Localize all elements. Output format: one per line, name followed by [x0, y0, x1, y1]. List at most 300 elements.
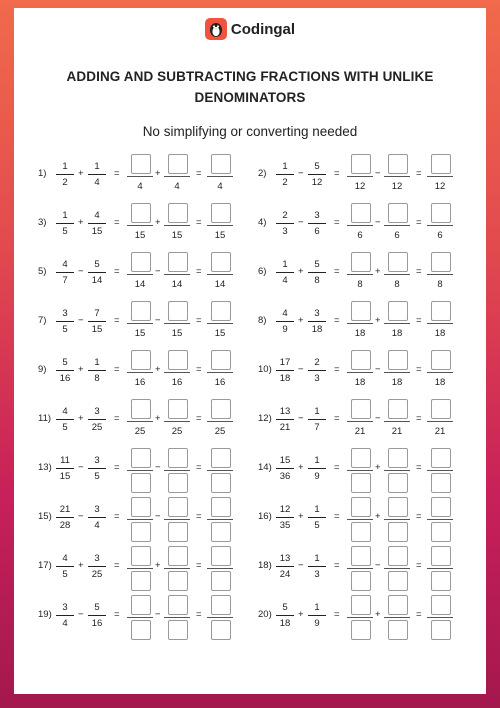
second-fraction-denominator: 8 — [94, 373, 100, 384]
answer-numerator-box[interactable] — [211, 595, 231, 615]
first-fraction-numerator: 2 — [282, 210, 288, 221]
operator: + — [298, 462, 304, 473]
converted-first-numerator-box[interactable] — [351, 399, 371, 419]
answer-numerator-box[interactable] — [211, 301, 231, 321]
answer-numerator-box[interactable] — [211, 448, 231, 468]
first-fraction-denominator: 9 — [282, 324, 288, 335]
first-fraction-bar — [56, 566, 74, 567]
problem-number: 20) — [258, 609, 272, 620]
converted-second-denominator: 21 — [391, 426, 403, 437]
second-fraction-numerator: 1 — [314, 553, 320, 564]
answer-bar — [427, 421, 453, 422]
first-fraction-bar — [56, 321, 74, 322]
converted-first-numerator-box[interactable] — [131, 497, 151, 517]
first-fraction-numerator: 4 — [282, 308, 288, 319]
problem-item — [258, 448, 478, 488]
answer-numerator-box[interactable] — [431, 252, 451, 272]
converted-second-bar — [384, 274, 410, 275]
first-fraction-denominator: 2 — [62, 177, 68, 188]
converted-second-denominator-box[interactable] — [388, 473, 408, 493]
answer-numerator-box[interactable] — [431, 301, 451, 321]
first-fraction-numerator: 15 — [279, 455, 291, 466]
operator: + — [375, 609, 381, 620]
first-fraction-numerator: 21 — [59, 504, 71, 515]
second-fraction-bar — [308, 272, 326, 273]
converted-second-denominator: 18 — [391, 377, 403, 388]
operator: − — [375, 560, 381, 571]
converted-second-bar — [164, 323, 190, 324]
converted-first-denominator: 21 — [354, 426, 366, 437]
second-fraction-numerator: 3 — [94, 455, 100, 466]
first-fraction — [276, 357, 294, 384]
second-fraction — [88, 455, 106, 482]
converted-first-numerator-box[interactable] — [351, 497, 371, 517]
answer-numerator-box[interactable] — [211, 497, 231, 517]
problem-number: 15) — [38, 511, 52, 522]
converted-second-bar — [164, 421, 190, 422]
converted-second-numerator-box[interactable] — [168, 301, 188, 321]
operator: + — [78, 168, 84, 179]
first-fraction-numerator: 1 — [62, 210, 68, 221]
converted-first-denominator-box[interactable] — [131, 473, 151, 493]
equals-sign: = — [196, 168, 202, 179]
first-fraction-numerator: 3 — [62, 602, 68, 613]
converted-first-denominator: 18 — [354, 328, 366, 339]
equals-sign: = — [334, 609, 340, 620]
second-fraction-denominator: 9 — [314, 471, 320, 482]
converted-first-numerator-box[interactable] — [351, 154, 371, 174]
answer-denominator: 12 — [434, 181, 446, 192]
first-fraction-bar — [276, 517, 294, 518]
second-fraction-numerator: 1 — [314, 602, 320, 613]
converted-first-numerator-box[interactable] — [131, 154, 151, 174]
equals-sign: = — [416, 266, 422, 277]
answer-numerator-box[interactable] — [211, 252, 231, 272]
converted-second-numerator-box[interactable] — [168, 203, 188, 223]
first-fraction-numerator: 12 — [279, 504, 291, 515]
equals-sign: = — [334, 315, 340, 326]
first-fraction — [276, 161, 294, 188]
converted-first-numerator-box[interactable] — [131, 448, 151, 468]
first-fraction — [56, 308, 74, 335]
answer-denominator: 18 — [434, 377, 446, 388]
second-fraction-bar — [88, 468, 106, 469]
operator: − — [155, 266, 161, 277]
converted-first-bar — [127, 519, 153, 520]
second-fraction-numerator: 3 — [94, 504, 100, 515]
first-fraction-numerator: 5 — [62, 357, 68, 368]
first-fraction-denominator: 7 — [62, 275, 68, 286]
equals-sign: = — [196, 364, 202, 375]
converted-first-denominator-box[interactable] — [131, 571, 151, 591]
converted-first-denominator: 18 — [354, 377, 366, 388]
equals-sign: = — [196, 462, 202, 473]
converted-first-bar — [347, 568, 373, 569]
equals-sign: = — [334, 413, 340, 424]
equals-sign: = — [196, 609, 202, 620]
converted-second-numerator-box[interactable] — [168, 154, 188, 174]
second-fraction-denominator: 4 — [94, 520, 100, 531]
converted-first-bar — [127, 568, 153, 569]
first-fraction-numerator: 11 — [60, 455, 70, 466]
answer-bar — [207, 225, 233, 226]
answer-bar — [207, 176, 233, 177]
converted-second-bar — [384, 470, 410, 471]
converted-second-numerator-box[interactable] — [388, 399, 408, 419]
converted-second-denominator-box[interactable] — [168, 571, 188, 591]
second-fraction-denominator: 5 — [94, 471, 100, 482]
first-fraction — [276, 259, 294, 286]
operator: − — [298, 168, 304, 179]
second-fraction — [88, 308, 106, 335]
converted-second-bar — [164, 274, 190, 275]
second-fraction-numerator: 2 — [314, 357, 320, 368]
first-fraction-numerator: 5 — [282, 602, 288, 613]
converted-first-denominator: 25 — [134, 426, 146, 437]
converted-first-numerator-box[interactable] — [131, 546, 151, 566]
second-fraction-bar — [88, 321, 106, 322]
converted-second-numerator-box[interactable] — [388, 497, 408, 517]
second-fraction-denominator: 7 — [314, 422, 320, 433]
first-fraction — [276, 602, 294, 629]
problem-number: 13) — [38, 462, 52, 473]
answer-denominator: 15 — [214, 230, 226, 241]
second-fraction-bar — [88, 223, 106, 224]
first-fraction-denominator: 5 — [62, 422, 68, 433]
second-fraction — [308, 259, 326, 286]
equals-sign: = — [416, 560, 422, 571]
operator: + — [78, 560, 84, 571]
equals-sign: = — [334, 217, 340, 228]
converted-first-denominator-box[interactable] — [131, 522, 151, 542]
first-fraction-denominator: 4 — [282, 275, 288, 286]
answer-denominator-box[interactable] — [431, 571, 451, 591]
second-fraction-bar — [308, 370, 326, 371]
footer-watermark — [443, 676, 478, 692]
first-fraction-bar — [56, 419, 74, 420]
converted-second-bar — [164, 617, 190, 618]
converted-first-denominator: 15 — [134, 328, 146, 339]
operator: − — [155, 462, 161, 473]
converted-first-denominator: 12 — [354, 181, 366, 192]
answer-bar — [207, 421, 233, 422]
second-fraction — [88, 504, 106, 531]
answer-numerator-box[interactable] — [431, 595, 451, 615]
equals-sign: = — [334, 266, 340, 277]
converted-second-numerator-box[interactable] — [388, 252, 408, 272]
answer-bar — [427, 372, 453, 373]
answer-denominator: 6 — [437, 230, 443, 241]
converted-second-numerator-box[interactable] — [388, 448, 408, 468]
problem-number: 6) — [258, 266, 267, 277]
first-fraction-numerator: 13 — [279, 553, 291, 564]
converted-first-denominator-box[interactable] — [351, 522, 371, 542]
equals-sign: = — [334, 364, 340, 375]
operator: − — [155, 315, 161, 326]
converted-second-denominator-box[interactable] — [388, 522, 408, 542]
operator: + — [298, 266, 304, 277]
operator: − — [298, 413, 304, 424]
operator: + — [78, 413, 84, 424]
answer-denominator-box[interactable] — [431, 473, 451, 493]
equals-sign: = — [114, 609, 120, 620]
operator: − — [78, 609, 84, 620]
converted-first-numerator-box[interactable] — [131, 203, 151, 223]
converted-first-numerator-box[interactable] — [131, 350, 151, 370]
second-fraction-bar — [308, 174, 326, 175]
operator: − — [375, 364, 381, 375]
operator: − — [375, 168, 381, 179]
problem-number: 2) — [258, 168, 267, 179]
converted-second-numerator-box[interactable] — [388, 546, 408, 566]
answer-denominator-box[interactable] — [211, 571, 231, 591]
penguin-icon — [205, 18, 227, 40]
converted-second-numerator-box[interactable] — [168, 546, 188, 566]
first-fraction-denominator: 5 — [62, 569, 68, 580]
problem-item — [38, 350, 258, 390]
equals-sign: = — [196, 315, 202, 326]
answer-numerator-box[interactable] — [211, 203, 231, 223]
first-fraction-denominator: 35 — [279, 520, 291, 531]
answer-bar — [427, 470, 453, 471]
second-fraction-denominator: 16 — [91, 618, 103, 629]
first-fraction-denominator: 21 — [279, 422, 291, 433]
answer-numerator-box[interactable] — [431, 350, 451, 370]
answer-bar — [207, 323, 233, 324]
converted-second-numerator-box[interactable] — [388, 350, 408, 370]
converted-first-bar — [127, 372, 153, 373]
second-fraction — [88, 210, 106, 237]
second-fraction — [88, 553, 106, 580]
problem-item — [38, 203, 258, 243]
first-fraction-bar — [276, 272, 294, 273]
converted-second-denominator: 14 — [171, 279, 183, 290]
converted-first-numerator-box[interactable] — [131, 595, 151, 615]
converted-second-denominator: 16 — [171, 377, 183, 388]
converted-second-numerator-box[interactable] — [168, 448, 188, 468]
converted-first-numerator-box[interactable] — [351, 203, 371, 223]
second-fraction-numerator: 4 — [94, 210, 100, 221]
converted-second-denominator-box[interactable] — [388, 620, 408, 640]
converted-second-numerator-box[interactable] — [168, 595, 188, 615]
converted-first-denominator: 14 — [134, 279, 146, 290]
answer-denominator: 21 — [434, 426, 446, 437]
second-fraction-denominator: 15 — [91, 226, 103, 237]
problem-item — [258, 546, 478, 586]
converted-first-numerator-box[interactable] — [131, 301, 151, 321]
equals-sign: = — [114, 413, 120, 424]
answer-numerator-box[interactable] — [431, 546, 451, 566]
equals-sign: = — [114, 315, 120, 326]
second-fraction — [308, 210, 326, 237]
problem-item — [38, 301, 258, 341]
first-fraction-bar — [276, 370, 294, 371]
operator: − — [298, 560, 304, 571]
second-fraction-numerator: 5 — [314, 259, 320, 270]
answer-numerator-box[interactable] — [431, 203, 451, 223]
answer-denominator: 18 — [434, 328, 446, 339]
answer-denominator-box[interactable] — [431, 522, 451, 542]
problem-item — [258, 595, 478, 635]
answer-numerator-box[interactable] — [211, 399, 231, 419]
problem-item — [258, 203, 478, 243]
second-fraction — [308, 308, 326, 335]
second-fraction-bar — [308, 615, 326, 616]
converted-second-numerator-box[interactable] — [168, 497, 188, 517]
operator: + — [375, 266, 381, 277]
converted-second-numerator-box[interactable] — [388, 301, 408, 321]
first-fraction-numerator: 17 — [279, 357, 291, 368]
first-fraction-bar — [56, 517, 74, 518]
second-fraction-numerator: 1 — [314, 455, 320, 466]
converted-second-numerator-box[interactable] — [168, 350, 188, 370]
footer-line-1: TOP — [463, 676, 478, 683]
second-fraction-bar — [88, 272, 106, 273]
converted-second-numerator-box[interactable] — [168, 399, 188, 419]
converted-second-denominator-box[interactable] — [168, 620, 188, 640]
answer-denominator-box[interactable] — [211, 620, 231, 640]
first-fraction — [276, 504, 294, 531]
answer-denominator-box[interactable] — [211, 473, 231, 493]
second-fraction-bar — [88, 370, 106, 371]
second-fraction-denominator: 4 — [94, 177, 100, 188]
second-fraction-denominator: 25 — [91, 569, 103, 580]
operator: + — [298, 511, 304, 522]
converted-first-bar — [347, 225, 373, 226]
first-fraction-numerator: 4 — [62, 553, 68, 564]
converted-first-denominator-box[interactable] — [351, 473, 371, 493]
converted-first-numerator-box[interactable] — [351, 350, 371, 370]
converted-first-numerator-box[interactable] — [351, 546, 371, 566]
answer-denominator-box[interactable] — [431, 620, 451, 640]
operator: + — [298, 609, 304, 620]
answer-numerator-box[interactable] — [211, 546, 231, 566]
operator: + — [155, 168, 161, 179]
second-fraction-numerator: 1 — [314, 504, 320, 515]
operator: − — [298, 217, 304, 228]
second-fraction — [308, 553, 326, 580]
problem-number: 19) — [38, 609, 52, 620]
equals-sign: = — [416, 609, 422, 620]
second-fraction — [88, 406, 106, 433]
converted-first-denominator-box[interactable] — [351, 571, 371, 591]
converted-first-bar — [127, 617, 153, 618]
first-fraction — [56, 259, 74, 286]
answer-denominator-box[interactable] — [211, 522, 231, 542]
answer-bar — [427, 323, 453, 324]
first-fraction-bar — [276, 468, 294, 469]
operator: − — [298, 364, 304, 375]
second-fraction-denominator: 15 — [91, 324, 103, 335]
answer-denominator: 14 — [214, 279, 226, 290]
first-fraction-bar — [276, 419, 294, 420]
second-fraction-numerator: 1 — [94, 161, 100, 172]
equals-sign: = — [334, 511, 340, 522]
converted-first-denominator: 6 — [357, 230, 363, 241]
converted-second-numerator-box[interactable] — [388, 595, 408, 615]
answer-numerator-box[interactable] — [431, 399, 451, 419]
first-fraction-bar — [276, 615, 294, 616]
second-fraction-denominator: 12 — [311, 177, 323, 188]
converted-first-numerator-box[interactable] — [351, 252, 371, 272]
second-fraction-bar — [88, 615, 106, 616]
equals-sign: = — [114, 266, 120, 277]
converted-first-denominator: 15 — [134, 230, 146, 241]
brand-name: Codingal — [230, 20, 296, 38]
converted-second-bar — [164, 470, 190, 471]
converted-first-numerator-box[interactable] — [351, 595, 371, 615]
converted-second-numerator-box[interactable] — [388, 203, 408, 223]
answer-bar — [207, 372, 233, 373]
second-fraction-bar — [308, 517, 326, 518]
converted-first-numerator-box[interactable] — [131, 399, 151, 419]
answer-numerator-box[interactable] — [211, 154, 231, 174]
equals-sign: = — [196, 413, 202, 424]
converted-second-denominator-box[interactable] — [168, 473, 188, 493]
converted-first-denominator-box[interactable] — [131, 620, 151, 640]
converted-first-denominator-box[interactable] — [351, 620, 371, 640]
converted-first-bar — [127, 225, 153, 226]
converted-second-bar — [384, 421, 410, 422]
converted-second-denominator: 8 — [394, 279, 400, 290]
answer-numerator-box[interactable] — [431, 448, 451, 468]
second-fraction-bar — [308, 468, 326, 469]
equals-sign: = — [196, 560, 202, 571]
first-fraction-denominator: 16 — [59, 373, 71, 384]
converted-second-denominator: 4 — [174, 181, 180, 192]
converted-second-numerator-box[interactable] — [388, 154, 408, 174]
converted-first-numerator-box[interactable] — [131, 252, 151, 272]
converted-second-bar — [384, 323, 410, 324]
converted-second-denominator-box[interactable] — [168, 522, 188, 542]
answer-denominator: 4 — [217, 181, 223, 192]
converted-first-bar — [127, 421, 153, 422]
answer-numerator-box[interactable] — [211, 350, 231, 370]
converted-second-bar — [164, 372, 190, 373]
answer-bar — [427, 519, 453, 520]
converted-second-denominator: 18 — [391, 328, 403, 339]
answer-denominator: 25 — [214, 426, 226, 437]
second-fraction-bar — [88, 174, 106, 175]
first-fraction-denominator: 5 — [62, 226, 68, 237]
answer-numerator-box[interactable] — [431, 154, 451, 174]
problem-number: 5) — [38, 266, 47, 277]
problem-item — [258, 252, 478, 292]
answer-denominator: 8 — [437, 279, 443, 290]
equals-sign: = — [196, 511, 202, 522]
converted-second-numerator-box[interactable] — [168, 252, 188, 272]
converted-second-denominator-box[interactable] — [388, 571, 408, 591]
first-fraction-bar — [56, 468, 74, 469]
problem-number: 8) — [258, 315, 267, 326]
second-fraction-bar — [88, 419, 106, 420]
brand-logo — [14, 18, 486, 42]
equals-sign: = — [416, 413, 422, 424]
first-fraction-denominator: 24 — [279, 569, 291, 580]
problem-number: 3) — [38, 217, 47, 228]
converted-second-bar — [384, 372, 410, 373]
converted-second-denominator: 15 — [171, 328, 183, 339]
problem-number: 1) — [38, 168, 47, 179]
first-fraction — [276, 308, 294, 335]
converted-first-numerator-box[interactable] — [351, 448, 371, 468]
second-fraction — [88, 259, 106, 286]
converted-first-denominator: 4 — [137, 181, 143, 192]
converted-second-denominator: 25 — [171, 426, 183, 437]
first-fraction-numerator: 1 — [62, 161, 68, 172]
converted-first-numerator-box[interactable] — [351, 301, 371, 321]
answer-numerator-box[interactable] — [431, 497, 451, 517]
